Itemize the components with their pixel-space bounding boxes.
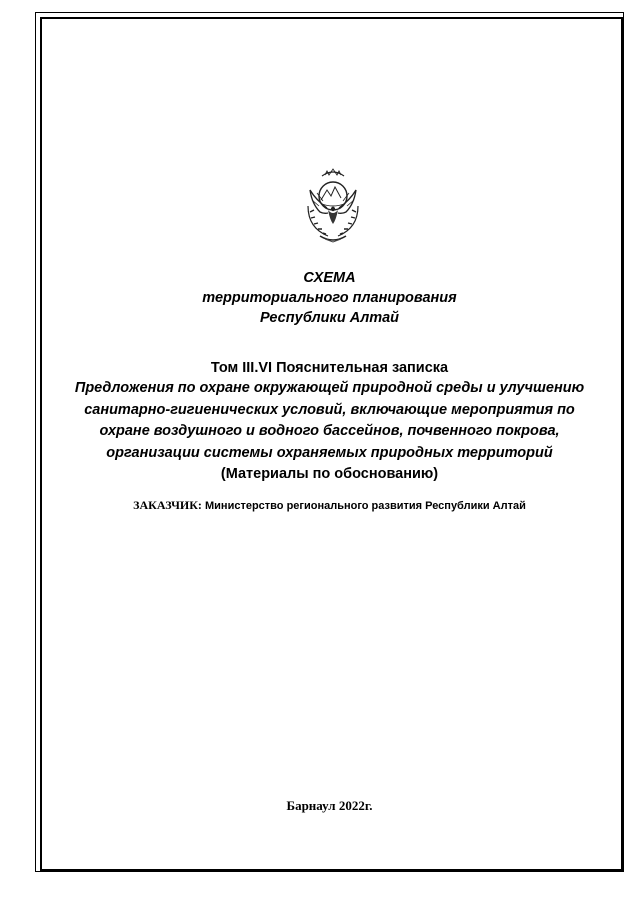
title-subtitle-line-1: территориального планирования	[202, 290, 457, 306]
volume-heading: Том III.VI Пояснительная записка	[210, 360, 449, 376]
customer-value: Министерство регионального развития Республики Алтай	[205, 500, 526, 512]
coat-of-arms-emblem	[298, 166, 368, 244]
volume-section	[40, 358, 619, 485]
customer-label: ЗАКАЗЧИК:	[133, 498, 202, 512]
volume-description-line-4: организации системы охраняемых природных территорий	[106, 444, 553, 461]
document-title	[40, 268, 619, 328]
volume-description-line-1: Предложения по охране окружающей природной среды и улучшению	[74, 380, 585, 396]
place-year: Барнаул 2022г.	[286, 798, 373, 813]
customer-line	[40, 498, 619, 513]
title-main: СХЕМА	[303, 270, 356, 286]
volume-note: (Материалы по обоснованию)	[220, 466, 439, 482]
title-subtitle-line-2: Республики Алтай	[259, 310, 400, 326]
volume-description-line-2: санитарно-гигиенических условий, включающие мероприятия по	[84, 401, 575, 418]
volume-description-line-3: охране воздушного и водного бассейнов, почвенного покрова,	[99, 423, 560, 439]
